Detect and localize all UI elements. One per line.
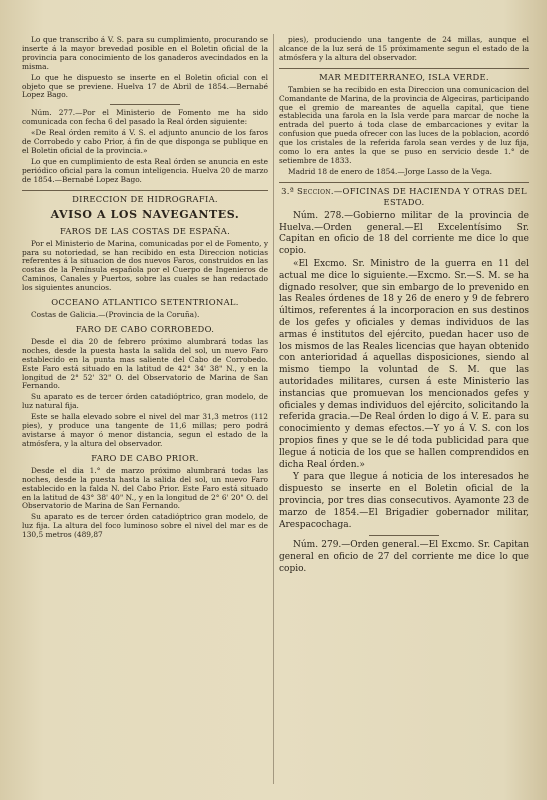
section-heading: FARO DE CABO CORROBEDO.	[75, 323, 215, 334]
paragraph: Núm. 278.—Gobierno militar de la provincia de Huelva.—Orden general.—El Excelentísimo Sr. Capitan en oficio de 18 del corriente me dice lo que copio.	[279, 210, 529, 257]
column-divider	[273, 34, 274, 784]
paragraph: Lo que transcribo á V. S. para su cumplimiento, procurando se inserte á la mayor brevedad posible en el Boletin oficial de la provincia para conocimiento de los ganaderos avecindados en la misma.	[22, 35, 268, 71]
paragraph: Y para que llegue á noticia de los interesados he dispuesto se inserte en el Boletin oficial de la provincia, por tres dias consecutivos. Ayamonte 23 de marzo de 1854.—El Brigadier gobernador militar, Arespacochaga.	[279, 472, 529, 530]
paragraph: Su aparato es de tercer órden catadióptrico, gran modelo, de luz natural fija.	[22, 392, 268, 411]
paragraph: Tambien se ha recibido en esta Direccion una comunicacion del Comandante de Marina, de la provincia de Algeciras, participando que el gremio de mareantes de aquella capital, que tiene establecida una farola en la Isla verde para marcar de noche la entrada del puerto á toda clase de embarcaciones y evitar la confusion que pueda ofrecer con las luces de la poblacion, acordó que los cristales de la referida farola sean verdes y de luz fija, como lo era antes la que se puso en servicio desde 1.° de setiembre de 1833.	[279, 84, 529, 165]
paragraph: Su aparato es de tercer órden catadióptrico gran modelo, de luz fija. La altura del foco luminoso sobre el nivel del mar es de 130,5 metros (489,87	[22, 512, 268, 540]
section-heading: AVISO A LOS NAVEGANTES.	[50, 207, 240, 221]
paragraph: Lo que he dispuesto se inserte en el Boletin oficial con el objeto que se previene. Huelva 17 de Abril de 1854.—Bernabé Lopez Bago.	[22, 72, 268, 100]
section-heading: DIRECCION DE HIDROGRAFIA.	[22, 190, 268, 205]
large-print-block	[279, 211, 529, 576]
section-heading: OCCEANO ATLANTICO SETENTRIONAL.	[51, 297, 239, 308]
paragraph: Desde el dia 1.° de marzo próximo alumbrará todas las noches, desde la puesta hasta la salida del sol, un nuevo Faro establecido en la falda N. del Cabo Prior. Este Faro está situado en la latitud de 43° 38' 40" N., y en la longitud de 2° 6' 20" O. del Observatorio de Marina de San Fernando.	[22, 465, 268, 511]
left-column	[22, 36, 268, 542]
section-heading: FARO DE CABO PRIOR.	[91, 452, 199, 463]
section-heading: FAROS DE LAS COSTAS DE ESPAÑA.	[59, 225, 231, 236]
paragraph: Este se halla elevado sobre el nivel del mar 31,3 metros (112 pies), y produce una tangente de 11,6 millas; pero podrá avistarse á mayor ó menor distancia, segun el estado de la atmósfera, y la altura del observador.	[22, 412, 268, 448]
separator	[110, 104, 180, 105]
separator	[369, 535, 439, 536]
paragraph: «De Real órden remito á V. S. el adjunto anuncio de los faros de Corrobedo y cabo Prior, á fin de que disponga se publique en el Boletin oficial de la provincia.»	[22, 128, 268, 155]
right-column	[279, 36, 529, 577]
section-heading: MAR MEDITERRANEO, ISLA VERDE.	[279, 68, 529, 83]
paragraph: Lo que en cumplimiento de esta Real órden se anuncia en este periódico oficial para la comun inteligencia. Huelva 20 de marzo de 1854.—Bernabé Lopez Bago.	[22, 156, 268, 184]
paragraph: Núm. 279.—Orden general.—El Excmo. Sr. Capitan general en oficio de 27 del corriente me dice lo que copio.	[279, 540, 529, 574]
paragraph: «El Excmo. Sr. Ministro de la guerra en 11 del actual me dice lo siguiente.—Excmo. Sr.—S. M. se ha dignado resolver, que sin embargo de lo prevenido en las Reales órdenes de 18 y 26 de enero y 9 de febrero últimos, referentes á la incorporacion en sus destinos de los gefes y oficiales y demas individuos de las armas é institutos del ejército, puedan hacer uso de los mismos de las Reales licencias que hayan obtenido con anterioridad á aquellas disposiciones, siendo al mismo tiempo la voluntad de S. M. que las autoridades militares, cursen á este Ministerio las instancias que promuevan los mencionados gefes y oficiales y demas individuos del ejército, solicitando la referida gracia.—De Real órden lo digo á V. E. para su conocimiento y demas efectos.—Y yo á V. S. con los propios fines y que se le dé toda publicidad para que llegue á noticia de los que se hallen comprendidos en dicha Real órden.»	[279, 258, 529, 470]
section-heading: 3.ª Seccion.—OFICINAS DE HACIENDA Y OTRAS DEL ESTADO.	[279, 182, 529, 208]
paragraph: Desde el dia 20 de febrero próximo alumbrará todas las noches, desde la puesta hasta la salida del sol, un nuevo Faro establecido en la punta mas saliente del Cabo de Corrobedo. Este Faro está situado en la latitud de 42° 34' 38" N., y en la longitud de 2° 52' 32" O. del Observatorio de Marina de San Fernando.	[22, 336, 268, 391]
paragraph: Núm. 277.—Por el Ministerio de Fomento me ha sido comunicada con fecha 6 del pasado la Real órden siguiente:	[22, 108, 268, 127]
paragraph: Costas de Galicia.—(Provincia de la Coruña).	[31, 310, 200, 320]
paragraph: Por el Ministerio de Marina, comunicadas por el de Fomento, y para su notoriedad, se han recibido en esta Direccion noticias referentes á la situacion de dos nuevos Faros, construidos en las costas de la Península española por el Cuerpo de Ingenieros de Caminos, Canales y Puertos, sobre las cuales se han redactado los siguientes anuncios.	[22, 238, 268, 293]
paragraph: pies), produciendo una tangente de 24 millas, aunque el alcance de la luz será de 15 próximamente segun el estado de la atmósfera y la altura del observador.	[279, 35, 529, 62]
paragraph: Madrid 18 de enero de 1854.—Jorge Lasso de la Vega.	[288, 166, 492, 176]
